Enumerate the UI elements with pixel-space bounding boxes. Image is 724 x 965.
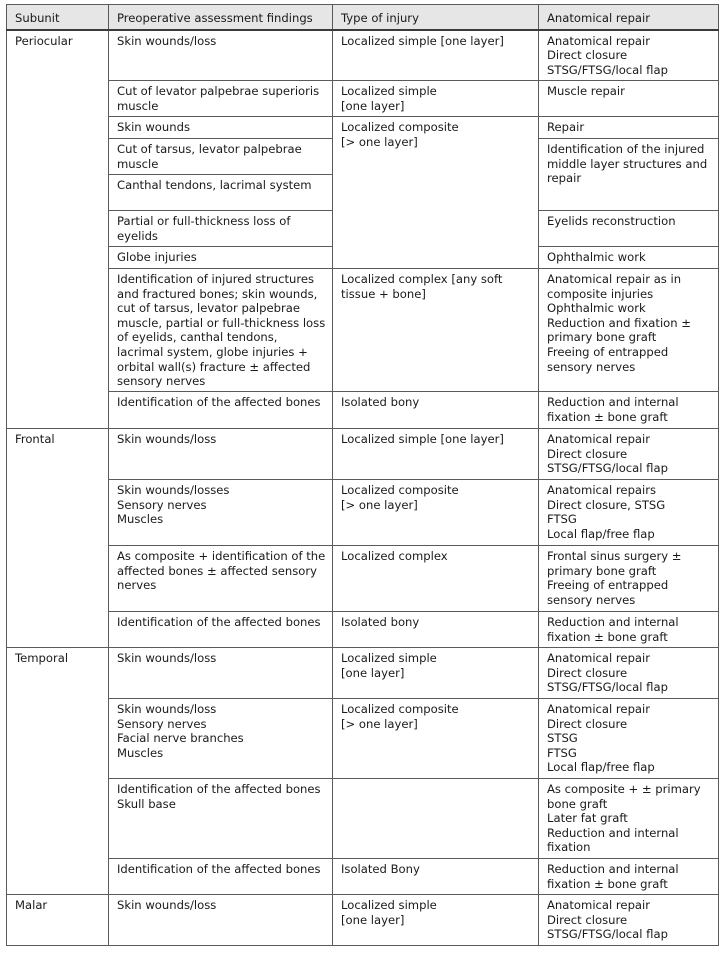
injury-classification-table [6, 4, 719, 946]
repair-cell: Muscle repair [539, 81, 719, 117]
repair-cell: Anatomical repair Direct closure STSG/FTSG/local flap [539, 429, 719, 480]
findings-cell: Cut of tarsus, levator palpebrae muscle [109, 139, 333, 175]
subunit-cell: Periocular [7, 30, 109, 429]
findings-cell: Skin wounds/losses Sensory nerves Muscles [109, 480, 333, 546]
injury-cell: Localized composite [> one layer] [333, 480, 539, 546]
findings-cell: Identification of the affected bones [109, 392, 333, 429]
header-subunit: Subunit [7, 5, 109, 30]
table-row [7, 895, 719, 946]
findings-cell: Skin wounds/loss [109, 429, 333, 480]
injury-cell: Localized composite [> one layer] [333, 117, 539, 269]
injury-cell: Isolated bony [333, 612, 539, 648]
injury-cell: Localized simple [one layer] [333, 895, 539, 946]
header-injury-type: Type of injury [333, 5, 539, 30]
repair-cell: Eyelids reconstruction [539, 211, 719, 247]
repair-cell: Anatomical repair Direct closure STSG/FTSG/local flap [539, 30, 719, 81]
findings-cell: Skin wounds/loss [109, 648, 333, 699]
subunit-cell: Malar [7, 895, 109, 946]
repair-cell: As composite + ± primary bone graft Later fat graft Reduction and internal fixation [539, 779, 719, 859]
repair-cell: Reduction and internal fixation ± bone graft [539, 392, 719, 429]
table-row [7, 779, 719, 859]
repair-cell: Anatomical repair Direct closure STSG FTSG Local flap/free flap [539, 699, 719, 779]
table-row [7, 859, 719, 895]
findings-cell: Skin wounds [109, 117, 333, 139]
injury-cell: Isolated bony [333, 392, 539, 429]
injury-cell: Localized simple [one layer] [333, 30, 539, 81]
table-row [7, 612, 719, 648]
findings-cell: Identification of injured structures and fractured bones; skin wounds, cut of tarsus, levator palpebrae muscle, partial or full-thickness loss of eyelids, canthal tendons, lacrimal system, globe injuries + orbital wall(s) fracture ± affected sensory nerves [109, 269, 333, 392]
table-row [7, 429, 719, 480]
injury-cell: Localized simple [one layer] [333, 429, 539, 480]
injury-cell: Localized composite [> one layer] [333, 699, 539, 779]
findings-cell: Identification of the affected bones Skull base [109, 779, 333, 859]
table-row [7, 546, 719, 612]
repair-cell: Reduction and internal fixation ± bone graft [539, 859, 719, 895]
injury-cell: Isolated Bony [333, 859, 539, 895]
repair-cell: Reduction and internal fixation ± bone graft [539, 612, 719, 648]
findings-cell: Partial or full-thickness loss of eyelids [109, 211, 333, 247]
findings-cell: Skin wounds/loss [109, 895, 333, 946]
table-row [7, 117, 719, 139]
repair-cell: Identification of the injured middle layer structures and repair [539, 139, 719, 211]
repair-cell: Anatomical repair as in composite injuries Ophthalmic work Reduction and fixation ± primary bone graft Freeing of entrapped sensory nerves [539, 269, 719, 392]
repair-cell: Frontal sinus surgery ± primary bone graft Freeing of entrapped sensory nerves [539, 546, 719, 612]
table-row [7, 30, 719, 81]
table-row [7, 269, 719, 392]
injury-cell: Localized simple [one layer] [333, 648, 539, 699]
repair-cell: Ophthalmic work [539, 247, 719, 269]
findings-cell: Canthal tendons, lacrimal system [109, 175, 333, 211]
table-row [7, 480, 719, 546]
table-row [7, 81, 719, 117]
injury-cell [333, 779, 539, 859]
findings-cell: Identification of the affected bones [109, 859, 333, 895]
table-row [7, 699, 719, 779]
findings-cell: As composite + identification of the affected bones ± affected sensory nerves [109, 546, 333, 612]
injury-cell: Localized complex [333, 546, 539, 612]
table-row [7, 392, 719, 429]
findings-cell: Identification of the affected bones [109, 612, 333, 648]
findings-cell: Cut of levator palpebrae superioris muscle [109, 81, 333, 117]
findings-cell: Globe injuries [109, 247, 333, 269]
subunit-cell: Temporal [7, 648, 109, 895]
header-row [7, 5, 719, 30]
findings-cell: Skin wounds/loss [109, 30, 333, 81]
table-row [7, 648, 719, 699]
injury-cell: Localized complex [any soft tissue + bone] [333, 269, 539, 392]
findings-cell: Skin wounds/loss Sensory nerves Facial nerve branches Muscles [109, 699, 333, 779]
repair-cell: Anatomical repair Direct closure STSG/FTSG/local flap [539, 648, 719, 699]
repair-cell: Anatomical repair Direct closure STSG/FTSG/local flap [539, 895, 719, 946]
repair-cell: Anatomical repairs Direct closure, STSG FTSG Local flap/free flap [539, 480, 719, 546]
repair-cell: Repair [539, 117, 719, 139]
subunit-cell: Frontal [7, 429, 109, 648]
header-findings: Preoperative assessment findings [109, 5, 333, 30]
header-repair: Anatomical repair [539, 5, 719, 30]
injury-cell: Localized simple [one layer] [333, 81, 539, 117]
